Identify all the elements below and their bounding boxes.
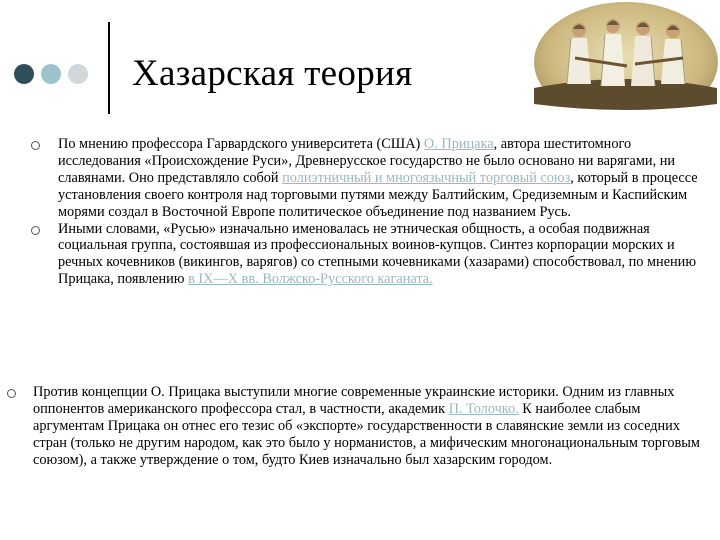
sub-bullet-list [58,136,702,288]
link-khaganate[interactable]: в IX—X вв. Волжско-Русского каганата. [188,271,433,288]
title-divider-line [108,22,110,114]
bullet-text: К наиболее слабым аргументам Прицака он отнес его тезис об «экспорте» государственности в славянские земли из соседних стран (только не другим народом, как это было у норманистов, а мифическим многонациональным торговым союзом), а также утверждение о том, будто Киев изначально был хазарским городом. [33,400,700,468]
decor-dot-dark [14,64,34,84]
link-tolochko[interactable]: П. Толочко. [448,400,519,417]
decor-dot-medium [41,64,61,84]
link-trade-union[interactable]: полиэтничный и многоязычный торговый союз [282,169,571,186]
bullet-text: , автора шеститомного исследования «Происхождение Руси», Древнерусское государство не было основано ни варягами, ни славянами. Оно представляло собой [58,136,676,186]
link-pritsak[interactable]: О. Прицака [423,136,494,152]
decor-dot-light [68,64,88,84]
sub-bullet-item-2 [58,221,702,289]
main-bullet-list [33,384,705,469]
bullet-circle-icon [31,226,40,235]
bullet-circle-icon [31,141,40,150]
main-bullet-item [33,384,705,469]
sub-bullet-item-1 [58,136,702,221]
bullet-text: По мнению профессора Гарвардского университета (США) [58,136,424,152]
bullet-circle-icon [7,389,16,398]
bullet-text: Против концепции О. Прицака выступили многие современные украинские историки. Одним из главных оппонентов американского профессора стал, в частности, академик [33,384,675,417]
bogatyrs-painting-image [531,0,720,118]
bullet-text: Иными словами, «Русью» изначально именовалась не этническая общность, а особая подвижная социальная группа, состоявшая из профессиональных воинов-купцов. Синтез корпорации морских и речных кочевников (викингов, варягов) со степными кочевниками (хазарами) способствовал, по мнению Прицака, появлению [58,220,697,288]
slide-title: Хазарская теория [132,53,413,94]
bullet-text: , который в процессе установления своего контроля над торговыми путями между Балтийским, Средиземным и Каспийским морями создал в Восточной Европе политическое объединение под названием Русь. [58,169,698,220]
